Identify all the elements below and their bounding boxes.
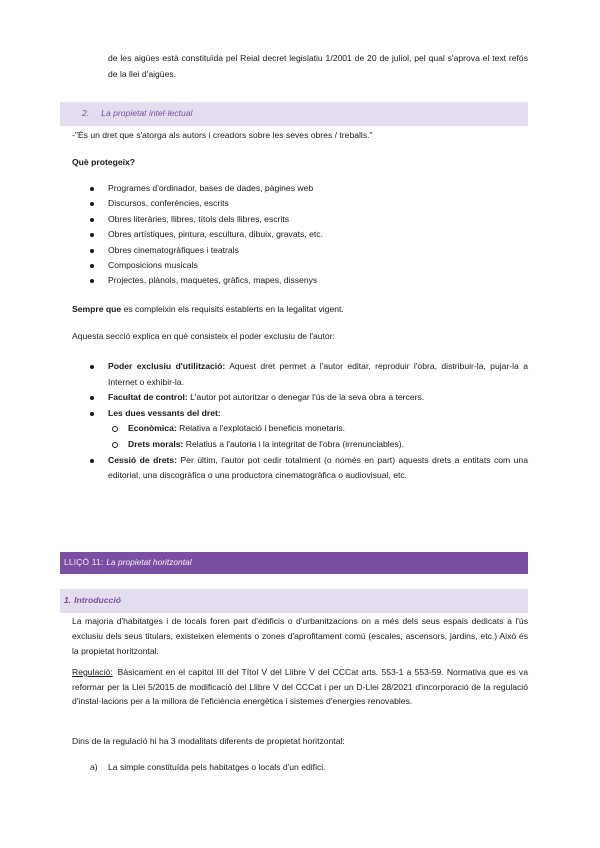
author-rights-list: [90, 359, 528, 484]
section-heading-introduction: [60, 589, 528, 613]
horizontal-property-paragraph: La majoria d'habitatges i de locals foren part d'edificis o d'urbanitzacions on a més dels seus espais dedicats a l'ús exclusiu dels seus titulars, existeixen elements o zones d'aprofitament comú (escales, ascensors, jardins, etc.) Això és la propietat horitzontal.: [72, 616, 528, 657]
right-label: Les dues vessants del dret:: [108, 407, 221, 418]
right-aspects-sublist: [90, 421, 528, 452]
list-letter: a): [90, 762, 98, 772]
bullet-icon: [90, 412, 94, 416]
modalities-intro: Dins de la regulació hi ha 3 modalitats diferents de propietat horitzontal:: [72, 736, 345, 746]
right-text: L'autor pot autoritzar o denegar l'ús de la seva obra a tercers.: [187, 392, 425, 403]
hollow-bullet-icon: [112, 426, 118, 432]
section-heading-intellectual-property: [60, 102, 528, 126]
bullet-icon: [90, 279, 94, 283]
aspect-label: Econòmica:: [128, 423, 177, 434]
definition-quote: -"És un dret que s'atorga als autors i creadors sobre les seves obres / treballs.": [72, 130, 373, 140]
section-title: Introducció: [74, 595, 121, 606]
aspect-label: Drets morals:: [128, 438, 184, 449]
bullet-icon: [90, 365, 94, 369]
bullet-icon: [90, 249, 94, 253]
right-item-utilization: [90, 359, 528, 390]
right-item-assignment: [90, 453, 528, 484]
explanation-sentence: Aquesta secció explica en què consisteix el poder exclusiu de l'autor:: [72, 331, 335, 341]
intro-paragraph: de les aigües està constituïda pel Reial decret legislatiu 1/2001 de 20 de juliol, pel qual s'aprova el text refós de la llei d'aigües.: [108, 53, 528, 79]
list-item: Obres cinematogràfiques i teatrals: [90, 243, 510, 258]
protect-heading: Què protegeix?: [72, 157, 136, 167]
bullet-icon: [90, 202, 94, 206]
requirement-rest: es compleixin els requisits establerts en la legalitat vigent.: [121, 304, 344, 314]
aspect-text: Relativa a l'explotació i beneficis monetaris.: [176, 423, 346, 434]
right-label: Cessió de drets:: [108, 454, 177, 465]
regulation-text: Bàsicament en el capítol III del Títol V del Llibre V del CCCat arts. 553-1 a 553-59. Normativa que es va reformar per la Llei 5/2015 de modificació del Llibre V del CCCat i per un D-Llei 28/2021 d'incorporació de la regulació d'instal·lacions per a la millora de l'eficiència energètica i sistemes d'energies renovables.: [72, 667, 528, 707]
modality-text: La simple constituïda pels habitatges o locals d'un edifici.: [108, 762, 326, 772]
right-text: Per últim, l'autor pot cedir totalment (o només en part) aquests drets a entitats com una editorial, una discogràfica o una productora cinematogràfica o audiovisual, etc.: [108, 454, 528, 481]
requirement-lead: Sempre que: [72, 304, 122, 314]
lesson-heading: [60, 552, 528, 574]
right-item-two-aspects: [90, 406, 528, 422]
bullet-icon: [90, 459, 94, 463]
list-item: Composicions musicals: [90, 258, 510, 273]
list-item: Programes d'ordinador, bases de dades, pàgines web: [90, 181, 510, 196]
right-label: Facultat de control:: [108, 392, 188, 403]
list-item: Obres artístiques, pintura, escultura, dibuix, gravats, etc.: [90, 227, 510, 242]
lesson-title: La propietat horitzontal: [106, 557, 192, 568]
bullet-icon: [90, 264, 94, 268]
list-item: Obres literàries, llibres, títols dels llibres, escrits: [90, 212, 510, 227]
section-number: 1.: [64, 595, 72, 606]
aspect-text: Relatius a l'autoria i la integritat de l'obra (irrenunciables).: [183, 438, 405, 449]
protected-works-list: [90, 181, 510, 289]
bullet-icon: [90, 396, 94, 400]
right-item-control: [90, 390, 528, 406]
bullet-icon: [90, 187, 94, 191]
lesson-tag: LLIÇÓ 11:: [64, 557, 104, 568]
hollow-bullet-icon: [112, 442, 118, 448]
list-item: Projectes, plànols, maquetes, gràfics, mapes, dissenys: [90, 273, 510, 288]
bullet-icon: [90, 233, 94, 237]
right-label: Poder exclusiu d'utilització:: [108, 361, 226, 371]
section-title: La propietat intel·lectual: [101, 108, 193, 119]
list-item: Discursos, conferències, escrits: [90, 196, 510, 211]
aspect-moral-rights: [112, 437, 528, 453]
bullet-icon: [90, 218, 94, 222]
regulation-paragraph: [72, 665, 528, 709]
section-number: 2.: [82, 108, 90, 119]
aspect-economic: [112, 421, 528, 437]
requirement-sentence: [72, 303, 528, 316]
modality-item-a: [90, 761, 520, 774]
regulation-label: Regulació:: [72, 667, 113, 677]
right-text: Aquest dret permet a l'autor editar, reproduir l'obra, distribuir-la, pujar-la a Internet o exhibir-la.: [108, 361, 528, 387]
